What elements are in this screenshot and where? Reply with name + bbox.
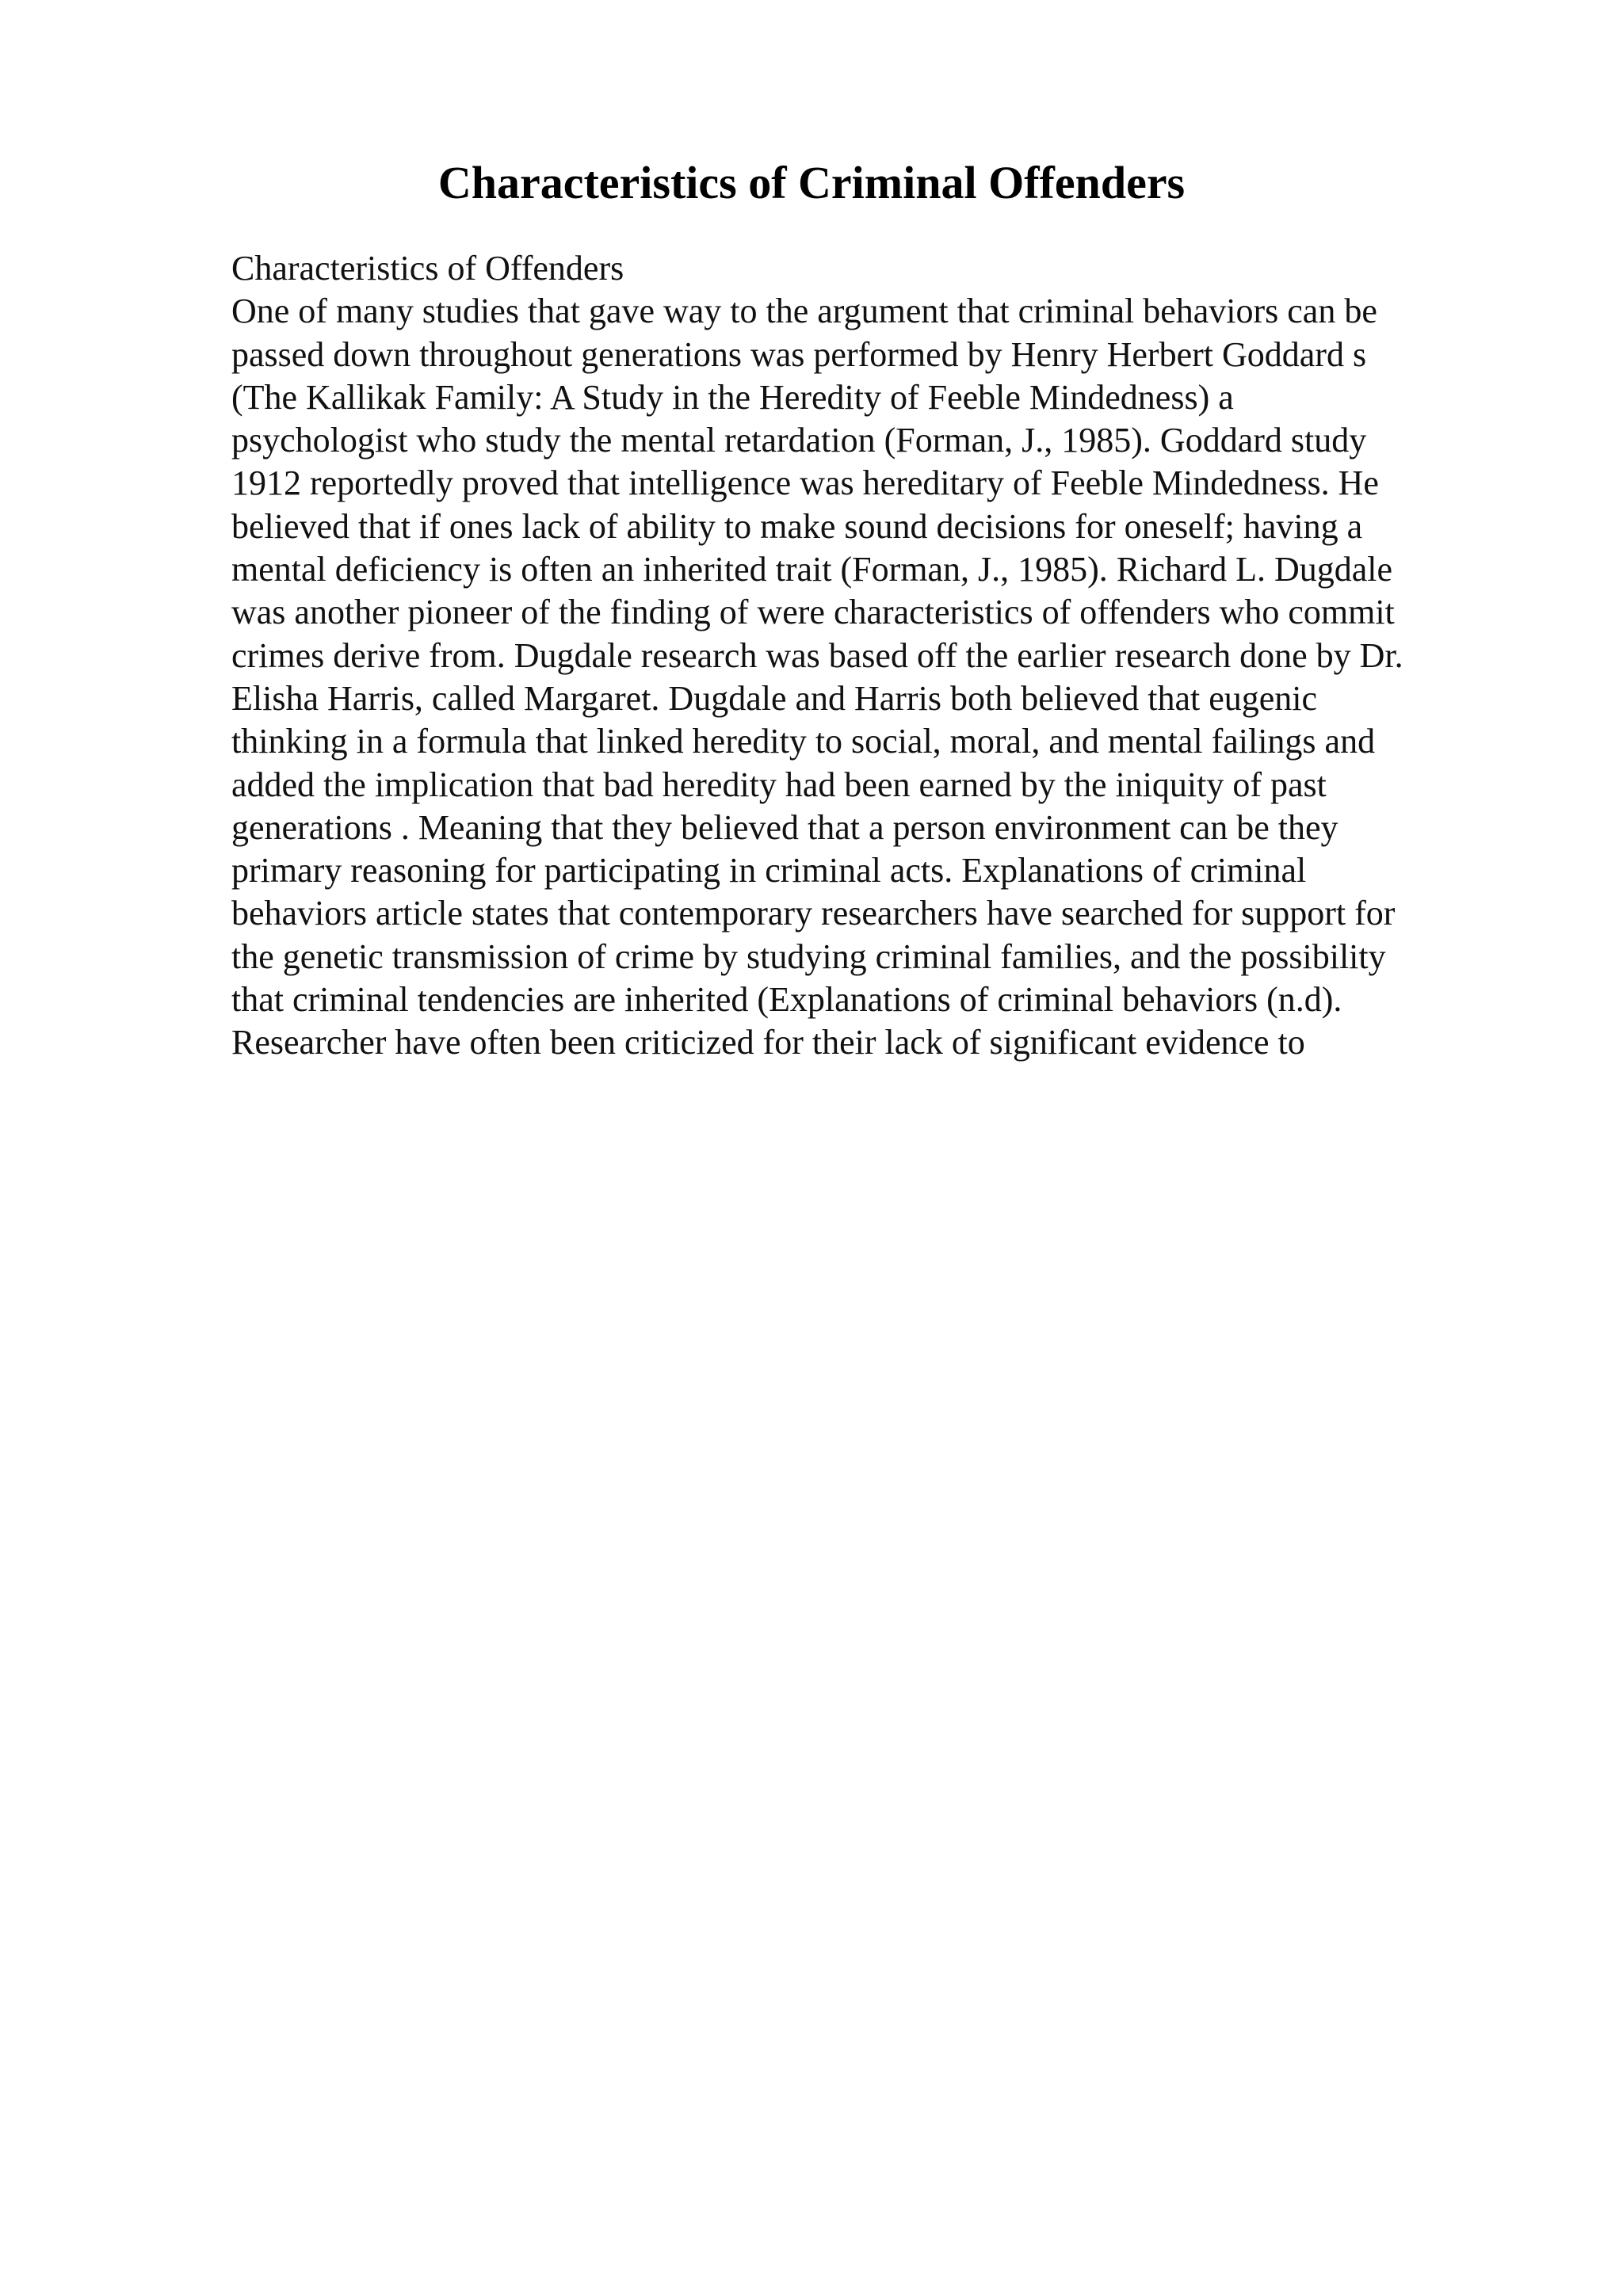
body-line: crimes derive from. Dugdale research was based off the earlier research done by Dr. bbox=[231, 635, 1403, 675]
body-line: 1912 reportedly proved that intelligence was hereditary of Feeble Mindedness. He bbox=[231, 463, 1379, 503]
body-line: (The Kallikak Family: A Study in the Heredity of Feeble Mindedness) a bbox=[231, 377, 1234, 417]
body-line: the genetic transmission of crime by studying criminal families, and the possibility bbox=[231, 936, 1386, 976]
body-line: psychologist who study the mental retardation (Forman, J., 1985). Goddard study bbox=[231, 421, 1367, 460]
body-line: generations . Meaning that they believed that a person environment can be they bbox=[231, 807, 1338, 847]
body-line: passed down throughout generations was performed by Henry Herbert Goddard s bbox=[231, 334, 1367, 374]
body-line: was another pioneer of the finding of were characteristics of offenders who commit bbox=[231, 593, 1395, 632]
document-title: Characteristics of Criminal Offenders bbox=[437, 157, 1186, 208]
body-line: thinking in a formula that linked heredity to social, moral, and mental failings and bbox=[231, 722, 1376, 761]
body-line: added the implication that bad heredity had been earned by the iniquity of past bbox=[231, 765, 1327, 804]
body-line: One of many studies that gave way to the argument that criminal behaviors can be bbox=[231, 292, 1377, 331]
body-line: behaviors article states that contemporary researchers have searched for support for bbox=[231, 894, 1396, 933]
body-line: believed that if ones lack of ability to make sound decisions for oneself; having a bbox=[231, 506, 1363, 546]
body-line: mental deficiency is often an inherited trait (Forman, J., 1985). Richard L. Dugdale bbox=[231, 550, 1392, 589]
body-line: Elisha Harris, called Margaret. Dugdale and Harris both believed that eugenic bbox=[231, 678, 1318, 718]
body-line: primary reasoning for participating in criminal acts. Explanations of criminal bbox=[231, 851, 1307, 891]
body-line: that criminal tendencies are inherited (Explanations of criminal behaviors (n.d). bbox=[231, 980, 1342, 1020]
body-line: Characteristics of Offenders bbox=[231, 249, 624, 288]
body-line: Researcher have often been criticized for their lack of significant evidence to bbox=[231, 1023, 1305, 1062]
document-body bbox=[231, 247, 1579, 1065]
